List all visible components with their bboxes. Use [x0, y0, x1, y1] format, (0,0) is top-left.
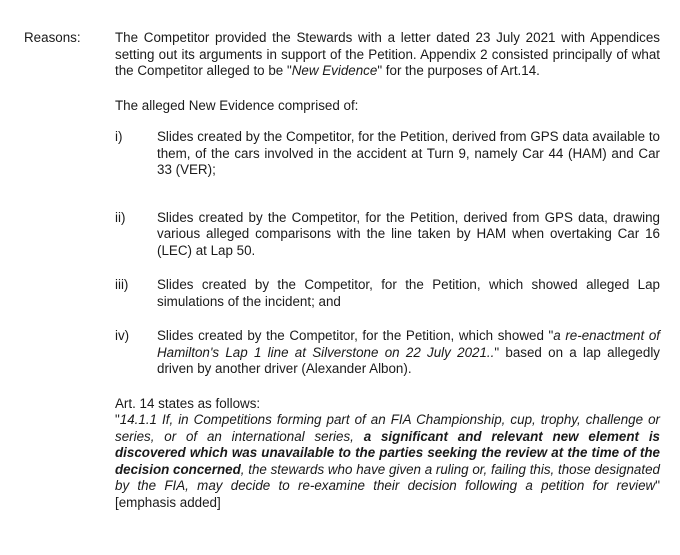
- list-text-b: " based on a lap allegedly driven by another driver (Alexander Albon).: [157, 344, 660, 376]
- list-text: Slides created by the Competitor, for the Petition, derived from GPS data available to them, of the cars involved in the accident at Turn 9, namely Car 44 (HAM) and Car 33 (VER);: [157, 129, 660, 177]
- list-text-a: Slides created by the Competitor, for the Petition, which showed ": [157, 328, 554, 343]
- list-number: ii): [115, 209, 126, 225]
- quote-open: ": [115, 412, 120, 427]
- reasons-label: Reasons:: [24, 30, 81, 45]
- evidence-intro: The alleged New Evidence comprised of:: [115, 97, 359, 113]
- list-item: [115, 328, 660, 378]
- reenactment-emphasis: a re-enactment of Hamilton's Lap 1 line at Silverstone on 22 July 2021..: [157, 328, 660, 360]
- new-evidence-emphasis: New Evidence: [291, 63, 378, 78]
- list-text: [157, 328, 660, 378]
- list-number: iii): [115, 277, 129, 292]
- article-intro: Art. 14 states as follows:: [115, 395, 261, 411]
- list-text: Slides created by the Competitor, for the Petition, derived from GPS data, drawing various alleged comparisons with the line taken by HAM when overtaking Car 16 (LEC) at Lap 50.: [157, 209, 660, 258]
- list-item: [115, 210, 660, 260]
- list-number: iv): [115, 328, 130, 343]
- quote-italic-2: , the stewards who have given a ruling or, failing this, those designated by the FIA, may decide to re-examine their decision following a petition for review: [115, 461, 660, 493]
- list-item: [115, 129, 660, 179]
- reasons-content: [115, 30, 660, 511]
- quote-bold-emphasis: a significant and relevant new element is discovered which was unavailable to the parties seeking the review at the time of the decision concerned: [115, 428, 660, 477]
- intro-paragraph: [115, 30, 660, 80]
- article-quote: [115, 412, 660, 511]
- quote-italic-1: 14.1.1 If, in Competitions forming part of an FIA Championship, cup, trophy, challenge or series, or of an international series,: [115, 412, 660, 444]
- list-item: [115, 277, 660, 310]
- list-number: i): [115, 129, 123, 144]
- intro-text-a: The Competitor provided the Stewards with a letter dated 23 July 2021 with Appendices setting out its arguments in support of the Petition. Appendix 2 consisted principally of what the Competitor alleged to be ": [115, 30, 660, 78]
- intro-text-b: " for the purposes of Art.14.: [377, 63, 540, 78]
- quote-close: " [emphasis added]: [115, 478, 660, 510]
- list-text: Slides created by the Competitor, for the Petition, which showed alleged Lap simulations of the incident; and: [157, 277, 660, 309]
